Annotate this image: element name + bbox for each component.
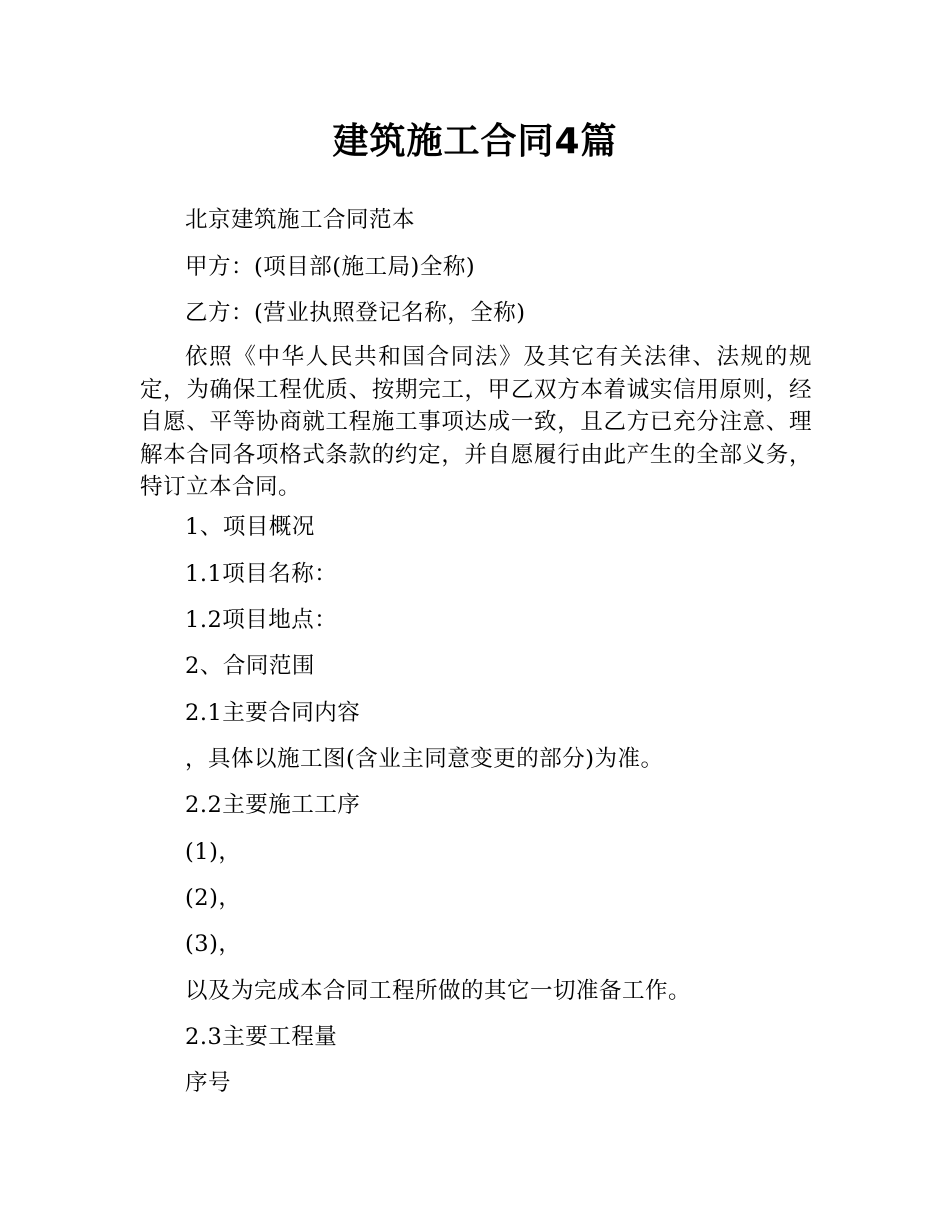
list-item: (2)， [185,885,242,911]
clause-line: 2.2主要施工工序 [185,792,361,818]
intro-paragraph: 依照《中华人民共和国合同法》及其它有关法律、法规的规定，为确保工程优质、按期完工，甲乙双方本着诚实信用原则，经自愿、平等协商就工程施工事项达成一致，且乙方已充分注意、理解本合同各项格式条款的约定，并自愿履行由此产生的全部义务，特订立本合同。 [140,344,812,500]
clause-line: 1.2项目地点： [185,607,338,633]
clause-line: 1.1项目名称： [185,561,338,587]
document-title: 建筑施工合同4篇 [332,121,618,162]
table-header-label: 序号 [185,1070,232,1096]
list-item: (3)， [185,931,242,957]
clause-line: 2.3主要工程量 [185,1024,338,1050]
party-a-line: 甲方：(项目部(施工局)全称) [185,254,476,280]
section-heading: 2、合同范围 [185,653,315,679]
clause-line: ，具体以施工图(含业主同意变更的部分)为准。 [185,746,664,772]
clause-line: 2.1主要合同内容 [185,700,361,726]
party-b-line: 乙方：(营业执照登记名称，全称) [185,300,526,326]
clause-line: 以及为完成本合同工程所做的其它一切准备工作。 [185,978,692,1004]
list-item: (1)， [185,839,242,865]
document-subtitle: 北京建筑施工合同范本 [185,207,416,233]
section-heading: 1、项目概况 [185,514,315,540]
